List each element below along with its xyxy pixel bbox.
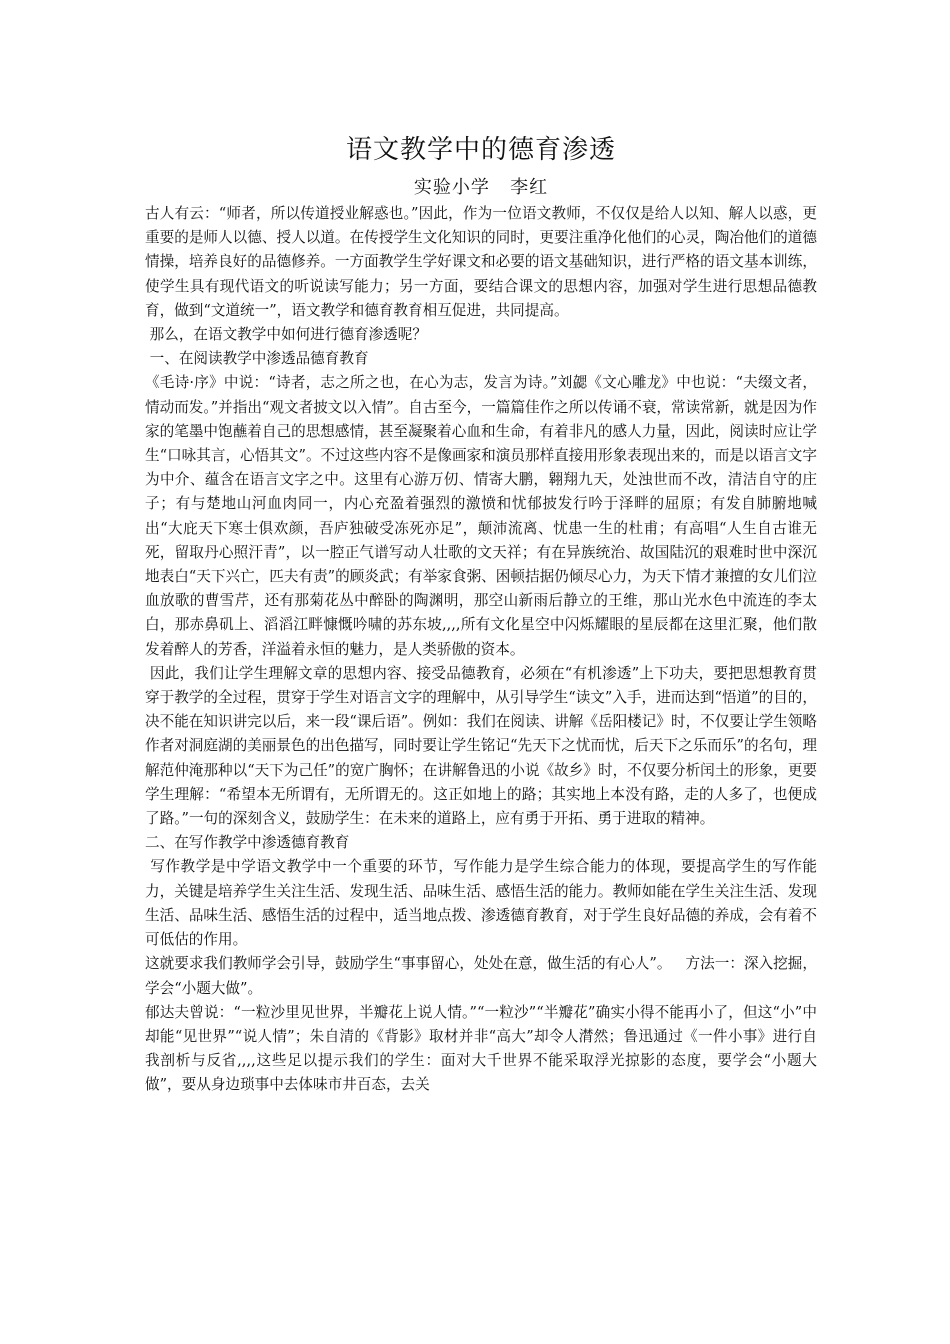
section-heading-reading: 一、在阅读教学中渗透品德育教育 bbox=[145, 350, 369, 368]
paragraph-reading-method: 因此，我们让学生理解文章的思想内容、接受品德教育，必须在“有机渗透”上下功夫，要把思想教育贯穿于教学的全过程，贯穿于学生对语言文字的理解中，从引导学生“读文”入手，进而达到“悟道”的目的，决不能在知识讲完以后，来一段“课后语”。例如：我们在阅读、讲解《岳阳楼记》时，不仅要让学生领略作者对洞庭湖的美丽景色的出色描写，同时要让学生铭记“先天下之忧而忧，后天下之乐而乐”的名句，理解范仲淹那种以“天下为己任”的宽广胸怀；在讲解鲁迅的小说《故乡》时，不仅要分析闰土的形象，更要学生理解：“希望本无所谓有，无所谓无的。这正如地上的路；其实地上本没有路，走的人多了，也便成了路。”一句的深刻含义，鼓励学生：在未来的道路上，应有勇于开拓、勇于进取的精神。 bbox=[145, 664, 817, 828]
paragraph-writing-method: 这就要求我们教师学会引导，鼓励学生“事事留心，处处在意，做生活的有心人”。 方法一：深入挖掘，学会“小题大做”。 bbox=[145, 955, 817, 997]
paragraph-intro: 古人有云：“师者，所以传道授业解惑也。”因此，作为一位语文教师，不仅仅是给人以知、解人以惑，更重要的是师人以德、授人以道。在传授学生文化知识的同时，更要注重净化他们的心灵，陶冶他们的道德情操，培养良好的品德修养。一方面教学生学好课文和必要的语文基础知识，进行严格的语文基本训练，使学生具有现代语文的听说读写能力；另一方面，要结合课文的思想内容，加强对学生进行思想品德教育，做到“文道统一”，语文教学和德育教育相互促进，共同提高。 bbox=[145, 205, 817, 319]
document-title: 语文教学中的德育渗透 bbox=[345, 135, 616, 165]
paragraph-reading-body: 《毛诗·序》中说：“诗者，志之所之也，在心为志，发言为诗。”刘勰《文心雕龙》中也说：“夫缀文者，情动而发。”并指出“观文者披文以入情”。自古至今，一篇篇佳作之所以传诵不衰，常读常新，就是因为作家的笔墨中饱蘸着自己的思想感情，甚至凝聚着心血和生命，有着非凡的感人力量，因此，阅读时应让学生“口咏其言，心悟其文”。不过这些内容不是像画家和演员那样直接用形象表现出来的，而是以语言文字为中介、蕴含在语言文字之中。这里有心游万仞、情寄大鹏，翱翔九天，处浊世而不改，清洁自守的庄子；有与楚地山河血肉同一，内心充盈着强烈的激愤和忧郁披发行吟于泽畔的屈原；有发自肺腑地喊出“大庇天下寒士俱欢颜，吾庐独破受冻死亦足”，颠沛流离、忧患一生的杜甫；有高唱“人生自古谁无死，留取丹心照汗青”，以一腔正气谱写动人壮歌的文天祥；有在异族统治、故国陆沉的艰难时世中深沉地表白“天下兴亡，匹夫有责”的顾炎武；有举家食粥、困顿拮据仍倾尽心力，为天下情才兼擅的女儿们泣血放歌的曹雪芹，还有那菊花丛中醉卧的陶渊明，那空山新雨后静立的王维，那山光水色中流连的李太白，那赤鼻矶上、滔滔江畔慷慨吟啸的苏东坡,,,,所有文化星空中闪烁耀眼的星辰都在这里汇聚，他们散发着醉人的芳香，洋溢着永恒的魅力，是人类骄傲的资本。 bbox=[145, 374, 817, 658]
paragraph-writing-example: 郁达夫曾说：“一粒沙里见世界，半瓣花上说人情。”“一粒沙”“半瓣花”确实小得不能再小了，但这“小”中却能“见世界”“说人情”；朱自清的《背影》取材并非“高大”却令人潸然；鲁迅通过《一件小事》进行自我剖析与反省,,,,这些足以提示我们的学生：面对大千世界不能采取浮光掠影的态度，要学会“小题大做”，要从身边琐事中去体味市井百态，去关 bbox=[145, 1003, 817, 1094]
document-page bbox=[145, 130, 817, 1098]
paragraph-question: 那么，在语文教学中如何进行德育渗透呢？ bbox=[145, 326, 427, 344]
paragraph-writing-body: 写作教学是中学语文教学中一个重要的环节，写作能力是学生综合能力的体现，要提高学生的写作能力，关键是培养学生关注生活、发现生活、品味生活、感悟生活的能力。教师如能在学生关注生活、发现生活、品味生活、感悟生活的过程中，适当地点拨、渗透德育教育，对于学生良好品德的养成，会有着不可低估的作用。 bbox=[145, 858, 817, 949]
author-line: 实验小学 李红 bbox=[413, 177, 549, 198]
section-heading-writing: 二、在写作教学中渗透德育教育 bbox=[145, 834, 350, 852]
